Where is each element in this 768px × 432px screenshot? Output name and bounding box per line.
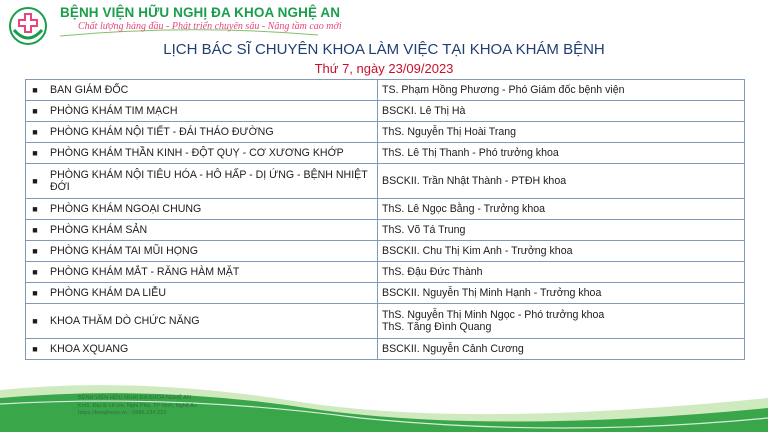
doctor-name: TS. Phạm Hồng Phương - Phó Giám đốc bệnh viện [382, 84, 625, 96]
doctor-name: BSCKII. Trần Nhật Thành - PTĐH khoa [382, 175, 567, 187]
department-name: PHÒNG KHÁM NGOẠI CHUNG [50, 203, 202, 215]
department-name: PHÒNG KHÁM TIM MẠCH [50, 105, 178, 117]
doctor-cell [378, 304, 745, 339]
schedule-row [26, 220, 745, 241]
department-cell [26, 143, 378, 164]
department-cell [26, 164, 378, 199]
department-cell [26, 101, 378, 122]
schedule-row [26, 101, 745, 122]
department-name: PHÒNG KHÁM THẦN KINH - ĐỘT QUỴ - CƠ XƯƠNG KHỚP [50, 147, 344, 159]
doctor-cell [378, 101, 745, 122]
bullet-icon: ■ [32, 225, 38, 235]
doctor-cell [378, 241, 745, 262]
doctor-name: ThS. Tăng Đình Quang [382, 321, 492, 333]
department-cell [26, 283, 378, 304]
doctor-name: BSCKII. Chu Thị Kim Anh - Trưởng khoa [382, 245, 573, 257]
doctor-cell [378, 199, 745, 220]
bullet-icon: ■ [32, 246, 38, 256]
doctor-cell [378, 283, 745, 304]
department-cell [26, 80, 378, 101]
schedule-row [26, 241, 745, 262]
bullet-icon: ■ [32, 176, 38, 186]
doctor-name: ThS. Nguyễn Thị Hoài Trang [382, 126, 517, 138]
bullet-icon: ■ [32, 316, 38, 326]
schedule-row [26, 122, 745, 143]
department-name: PHÒNG KHÁM TAI MŨI HỌNG [50, 245, 198, 257]
doctor-name: BSCKI. Lê Thị Hà [382, 105, 466, 117]
department-name: PHÒNG KHÁM NỘI TIÊU HÓA - HÔ HẤP - DỊ ỨNG - BỆNH NHIỆT ĐỚI [50, 169, 368, 193]
footer-line-website: https://benghean.vn - 0886.234.222 [78, 410, 167, 416]
doctor-cell [378, 220, 745, 241]
doctor-name: ThS. Đậu Đức Thành [382, 266, 483, 278]
doctor-cell [378, 122, 745, 143]
department-name: PHÒNG KHÁM NỘI TIẾT - ĐÁI THÁO ĐƯỜNG [50, 126, 274, 138]
schedule-date: Thứ 7, ngày 23/09/2023 [314, 61, 454, 76]
department-name: KHOA XQUANG [50, 343, 129, 355]
bullet-icon: ■ [32, 344, 38, 354]
bullet-icon: ■ [32, 127, 38, 137]
page-title: LỊCH BÁC SĨ CHUYÊN KHOA LÀM VIỆC TẠI KHOA KHÁM BỆNH [163, 41, 605, 58]
schedule-row [26, 339, 745, 360]
department-cell [26, 199, 378, 220]
schedule-row [26, 80, 745, 101]
department-cell [26, 220, 378, 241]
bullet-icon: ■ [32, 204, 38, 214]
schedule-row [26, 199, 745, 220]
hospital-logo-icon [8, 6, 48, 46]
department-name: BAN GIÁM ĐỐC [50, 84, 129, 96]
doctor-name: ThS. Nguyễn Thị Minh Ngọc - Phó trưởng khoa [382, 309, 605, 321]
department-name: KHOA THĂM DÒ CHỨC NĂNG [50, 315, 200, 327]
doctor-name: BSCKII. Nguyễn Cảnh Cương [382, 343, 524, 355]
doctor-cell [378, 143, 745, 164]
hospital-slogan: Chất lượng hàng đầu - Phát triển chuyên sâu - Nâng tầm cao mới [78, 21, 342, 32]
schedule-row [26, 143, 745, 164]
department-name: PHÒNG KHÁM DA LIỄU [50, 287, 166, 299]
footer-line-address: Km5, Đại lộ Lê nin, Nghi Phú, TP Vinh, Nghệ An [78, 402, 198, 409]
footer-line-name: BỆNH VIỆN HỮU NGHỊ ĐA KHOA NGHỆ AN [78, 395, 191, 401]
doctor-name: BSCKII. Nguyễn Thị Minh Hạnh - Trưởng khoa [382, 287, 602, 299]
footer-contact [78, 395, 197, 418]
department-cell [26, 122, 378, 143]
bullet-icon: ■ [32, 85, 38, 95]
schedule-row [26, 164, 745, 199]
schedule-row [26, 283, 745, 304]
hospital-name: BỆNH VIỆN HỮU NGHỊ ĐA KHOA NGHỆ AN [60, 5, 341, 20]
department-name: PHÒNG KHÁM MẮT - RĂNG HÀM MẶT [50, 266, 240, 278]
doctor-cell [378, 339, 745, 360]
bullet-icon: ■ [32, 288, 38, 298]
department-cell [26, 339, 378, 360]
schedule-table-body [26, 80, 745, 360]
schedule-row [26, 262, 745, 283]
department-name: PHÒNG KHÁM SẢN [50, 224, 148, 236]
department-cell [26, 304, 378, 339]
doctor-cell [378, 80, 745, 101]
doctor-cell [378, 262, 745, 283]
department-cell [26, 262, 378, 283]
department-cell [26, 241, 378, 262]
doctor-cell [378, 164, 745, 199]
doctor-name: ThS. Lê Ngọc Bằng - Trưởng khoa [382, 203, 546, 215]
doctor-name: ThS. Võ Tá Trung [382, 224, 466, 236]
bullet-icon: ■ [32, 267, 38, 277]
schedule-table [25, 79, 745, 360]
doctor-name: ThS. Lê Thị Thanh - Phó trưởng khoa [382, 147, 559, 159]
bullet-icon: ■ [32, 148, 38, 158]
bullet-icon: ■ [32, 106, 38, 116]
schedule-row [26, 304, 745, 339]
